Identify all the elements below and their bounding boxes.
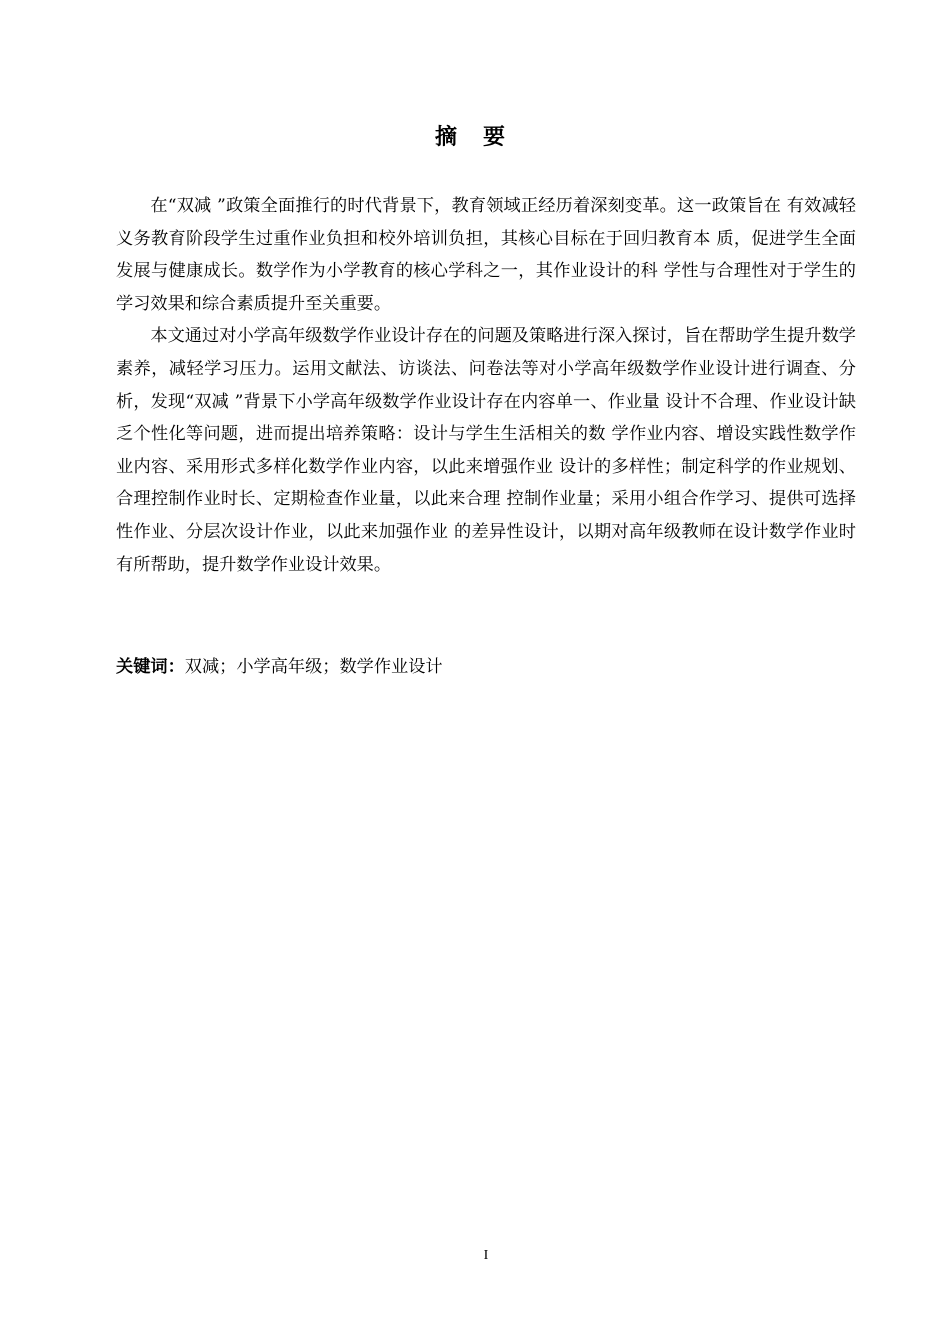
keywords-value: 双减；小学高年级；数学作业设计 <box>184 657 443 677</box>
keywords-line <box>116 651 856 683</box>
abstract-title: 摘要 <box>434 125 531 150</box>
abstract-body <box>116 190 856 581</box>
page-number: I <box>483 1248 489 1263</box>
keywords-label: 关键词： <box>116 657 185 677</box>
abstract-paragraph-1: 在“双减 ”政策全面推行的时代背景下，教育领域正经历着深刻变革。这一政策旨在 有效减轻义务教育阶段学生过重作业负担和校外培训负担，其核心目标在于回归教育本 质，促进学生全面发展与健康成长。数学作为小学教育的核心学科之一，其作业设计的科 学性与合理性对于学生的学习效果和综合素质提升至关重要。 <box>116 196 856 314</box>
abstract-paragraph-2: 本文通过对小学高年级数学作业设计存在的问题及策略进行深入探讨，旨在帮助学生提升数学素养，减轻学习压力。运用文献法、访谈法、问卷法等对小学高年级数学作业设计进行调查、分析，发现“双减 ”背景下小学高年级数学作业设计存在内容单一、作业量 设计不合理、作业设计缺乏个性化等问题，进而提出培养策略：设计与学生生活相关的数 学作业内容、增设实践性数学作业内容、采用形式多样化数学作业内容，以此来增强作业 设计的多样性；制定科学的作业规划、合理控制作业时长、定期检查作业量，以此来合理 控制作业量；采用小组合作学习、提供可选择性作业、分层次设计作业，以此来加强作业 的差异性设计，以期对高年级教师在设计数学作业时有所帮助，提升数学作业设计效果。 <box>116 326 856 575</box>
